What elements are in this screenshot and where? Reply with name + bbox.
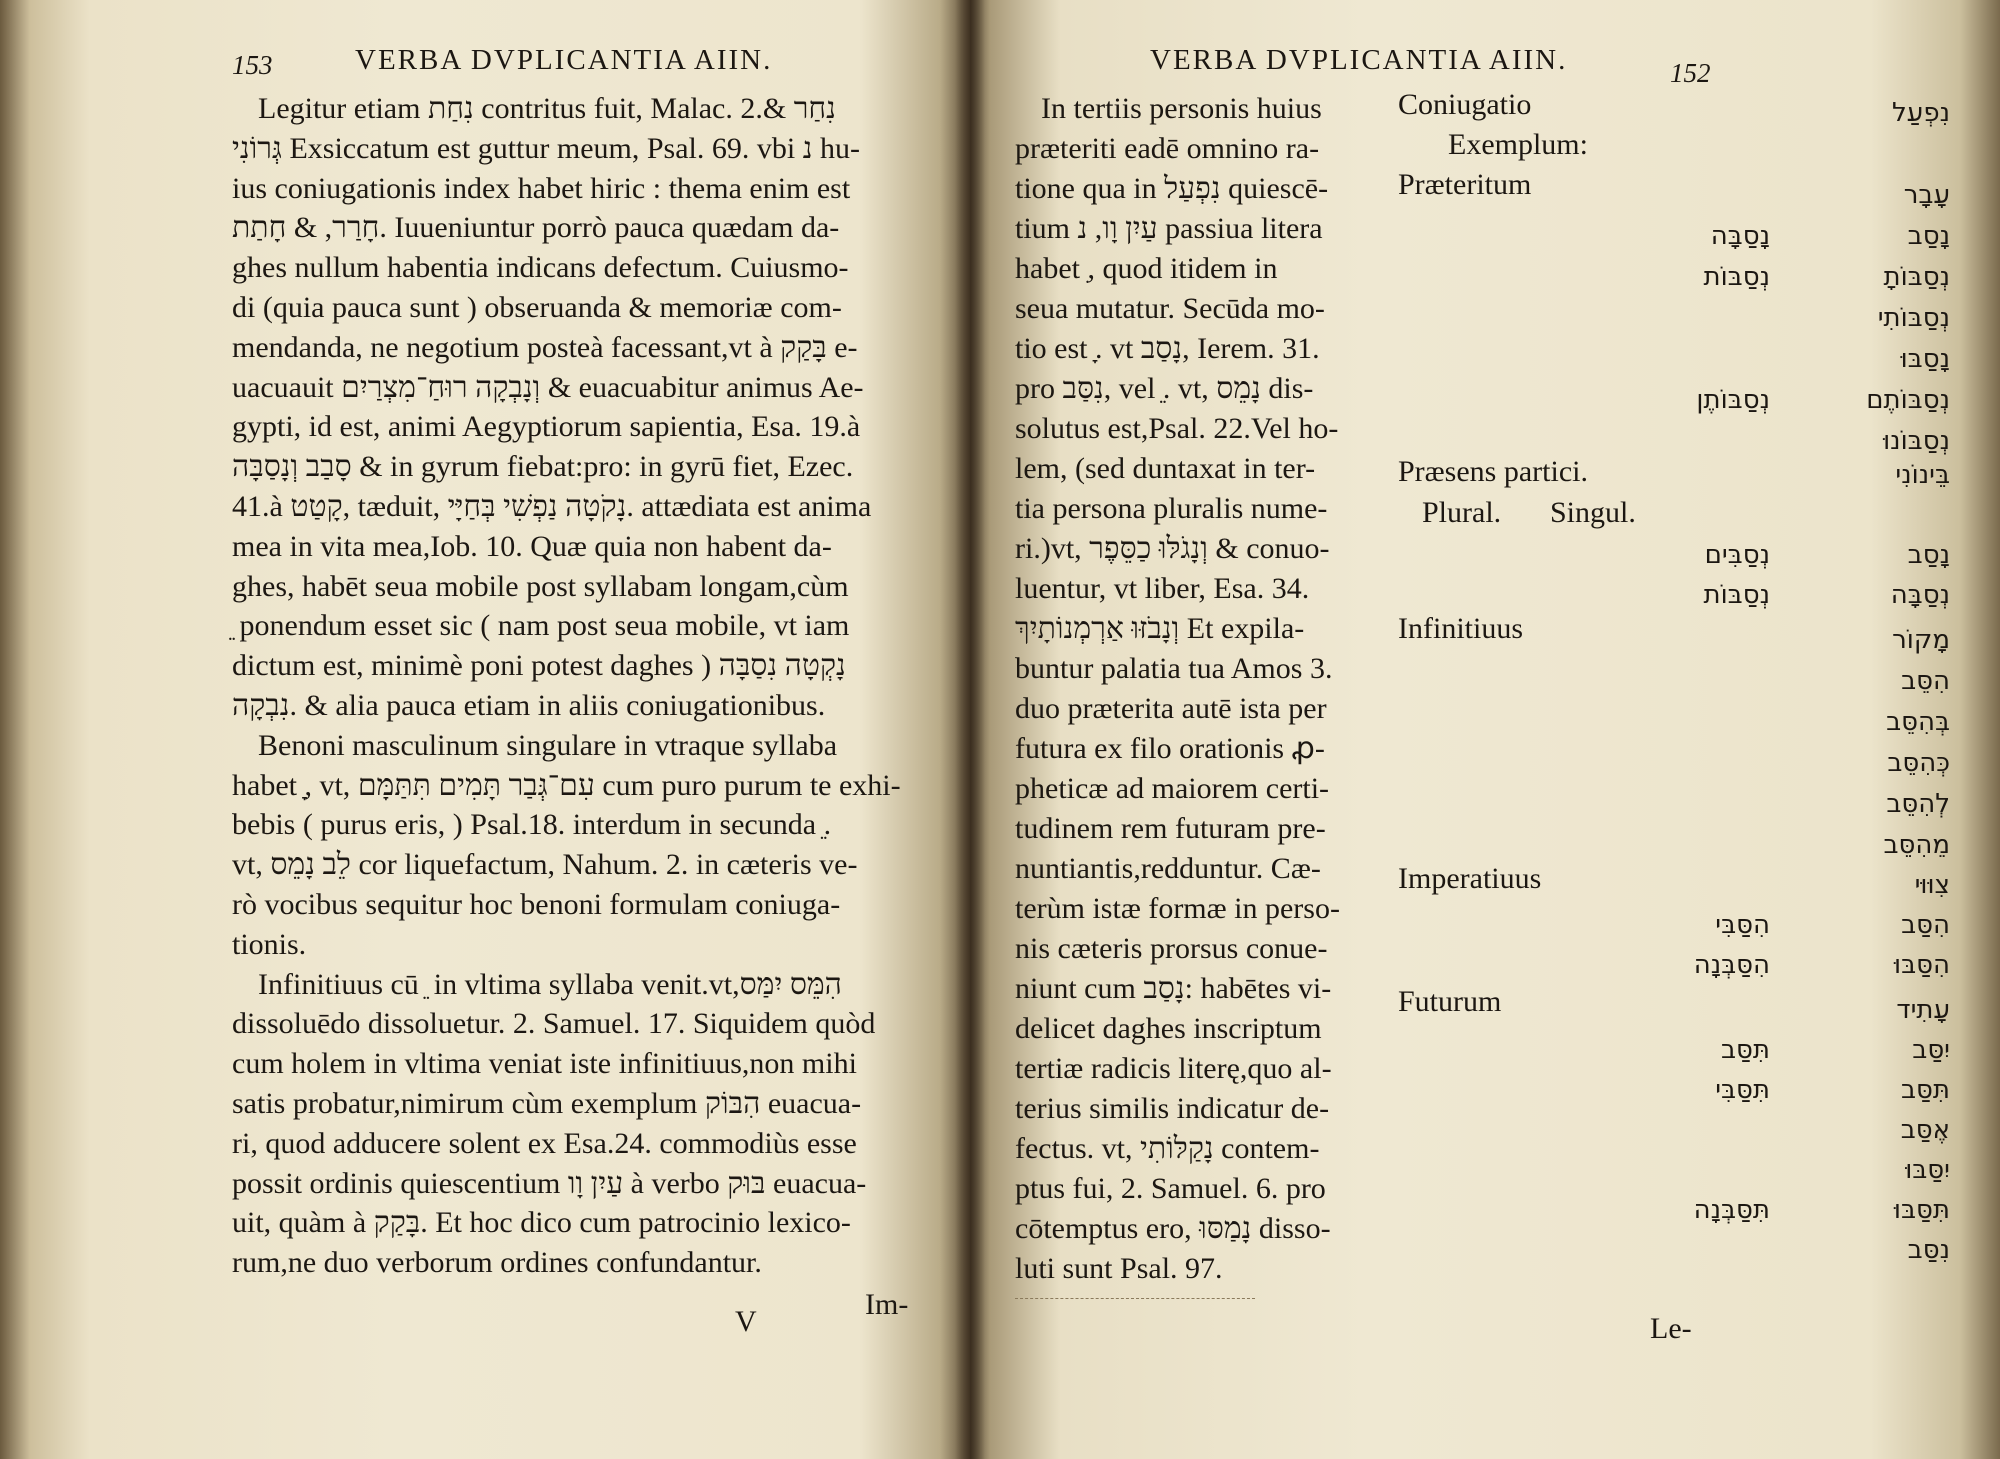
singular-label: Singul. bbox=[1550, 496, 1636, 529]
hebrew-form-alt: תִּסַּבִּי bbox=[1715, 1075, 1770, 1105]
right-body-line: tia persona pluralis nume- bbox=[1015, 492, 1328, 525]
preterite-label: Præteritum bbox=[1398, 168, 1532, 201]
hebrew-form-main: נְסַבָּה bbox=[1890, 580, 1950, 610]
right-body-line: tione qua in נִפְעַל quiescē- bbox=[1015, 172, 1329, 205]
left-body-line: גְּרוֹנִי Exsiccatum est guttur meum, Psal. 69. vbi נ hu- bbox=[232, 131, 860, 165]
right-page bbox=[970, 0, 2000, 1459]
left-body-line: cum holem in vltima veniat iste infinitiuus,non mihi bbox=[232, 1047, 857, 1081]
left-body-line: ghes, habēt seua mobile post syllabam longam,cùm bbox=[232, 569, 849, 603]
hebrew-form-main: נָסַב bbox=[1907, 540, 1950, 570]
right-page-number: 152 bbox=[1670, 58, 1711, 88]
left-body-line: ghes nullum habentia indicans defectum. Cuiusmo- bbox=[232, 251, 849, 285]
right-body-line: seua mutatur. Secūda mo- bbox=[1015, 292, 1325, 325]
right-body-line: buntur palatia tua Amos 3. bbox=[1015, 652, 1333, 685]
hebrew-form-main: הִסֵּב bbox=[1901, 666, 1950, 696]
right-body-line: luentur, vt liber, Esa. 34. bbox=[1015, 572, 1310, 605]
hebrew-form-main: יִסַּבּוּ bbox=[1905, 1155, 1950, 1185]
hebrew-form-main: לְהִסֵּב bbox=[1886, 789, 1950, 819]
left-body-line: satis probatur,nimirum cùm exemplum הִבּוֹק euacua- bbox=[232, 1087, 862, 1120]
left-body-line: rum,ne duo verborum ordines confundantur. bbox=[232, 1246, 762, 1280]
right-body-line: tudinem rem futuram pre- bbox=[1015, 812, 1326, 845]
right-body-line: nis cæteris prorsus conue- bbox=[1015, 932, 1328, 965]
left-body-line: gypti, id est, animi Aegyptiorum sapientia, Esa. 19.à bbox=[232, 410, 861, 444]
left-body-line: mendanda, ne negotium posteà facessant,vt à בָּקַק e- bbox=[232, 330, 858, 364]
hebrew-form-main: נְסַבּוֹתָ bbox=[1883, 262, 1950, 292]
hebrew-form-alt: נְסַבּוֹת bbox=[1703, 580, 1770, 610]
left-body-line: habet ָ, vt, עִם־גְּבַר תָּמִים תִּתַּמָּם cum puro purum te exhi- bbox=[232, 768, 901, 802]
left-page bbox=[0, 0, 970, 1459]
hebrew-form-main: נְסַבּוֹתֶם bbox=[1866, 385, 1950, 415]
hebrew-form-main: נָסַבּוּ bbox=[1900, 344, 1950, 374]
right-body-line: nuntiantis,redduntur. Cæ- bbox=[1015, 852, 1321, 885]
left-page-number: 153 bbox=[232, 50, 273, 80]
left-body-line: tionis. bbox=[232, 927, 307, 961]
left-body-line: סָבַב וְנָסַבָּה & in gyrum fiebat:pro: in gyrū fiet, Ezec. bbox=[232, 450, 854, 484]
right-body-line: niunt cum נָסַב: habētes vi- bbox=[1015, 972, 1332, 1005]
right-body-line: In tertiis personis huius bbox=[1041, 92, 1322, 125]
hebrew-form-alt: תִּסַּב bbox=[1721, 1035, 1770, 1065]
right-body-line: ptus fui, 2. Samuel. 6. pro bbox=[1015, 1172, 1326, 1205]
right-body-line: tium עַיִן וָו, נ passiua litera bbox=[1015, 212, 1323, 245]
hebrew-form-main: מֵהִסֵּב bbox=[1883, 830, 1950, 860]
hebrew-form-main: אֶסַּב bbox=[1900, 1115, 1950, 1145]
right-body-line: futura ex filo orationis ꝓ- bbox=[1015, 732, 1325, 765]
participle-name: בֵּינוֹנִי bbox=[1895, 460, 1950, 490]
hebrew-form-main: צִוּוּי bbox=[1914, 870, 1950, 900]
hebrew-form-alt: נְסַבִּים bbox=[1704, 540, 1770, 570]
right-body-line: pheticæ ad maiorem certi- bbox=[1015, 772, 1330, 805]
right-body-line: solutus est,Psal. 22.Vel ho- bbox=[1015, 412, 1339, 445]
hebrew-form-main: בְּהִסֵּב bbox=[1886, 707, 1950, 737]
hebrew-form-alt: תִּסַּבְּנָה bbox=[1693, 1195, 1770, 1225]
right-body-line: præteriti eadē omnino ra- bbox=[1015, 132, 1320, 165]
hebrew-form-main: תִּסַּבּוּ bbox=[1893, 1195, 1950, 1225]
right-body-line: fectus. vt, נָקַלּוֹתִי contem- bbox=[1015, 1132, 1320, 1165]
left-signature-mark: V bbox=[735, 1305, 757, 1338]
left-body-line: ֵ ponendum esset sic ( nam post seua mobile, vt iam bbox=[232, 609, 850, 643]
imperative-label: Imperatiuus bbox=[1398, 862, 1542, 895]
left-body-line: 41.à קָטַט, tæduit, נָקֹטָה נַפְשִׁי בְּחַיָּי. attædiata est anima bbox=[232, 490, 872, 523]
hebrew-form-main: תִּסַּב bbox=[1901, 1075, 1950, 1105]
right-body-line: וְנָבֹזּוּ אַרְמְנוֹתָיִךְ Et expila- bbox=[1015, 612, 1305, 645]
left-body-line: possit ordinis quiescentium עַיִן וָו à verbo בּוּק euacua- bbox=[232, 1166, 867, 1200]
left-body-line: di (quia pauca sunt ) obseruanda & memoriæ com- bbox=[232, 291, 842, 324]
left-body-line: dissoluēdo dissoluetur. 2. Samuel. 17. Siquidem quòd bbox=[232, 1007, 876, 1041]
right-body-line: habet ִ, quod itidem in bbox=[1015, 252, 1278, 285]
left-body-line: bebis ( purus eris, ) Psal.18. interdum in secunda ֵ. bbox=[232, 808, 832, 842]
infinitive-label: Infinitiuus bbox=[1398, 612, 1523, 645]
right-body-line: luti sunt Psal. 97. bbox=[1015, 1252, 1223, 1285]
hebrew-form-main: עָתִיד bbox=[1896, 995, 1950, 1025]
left-body-line: Benoni masculinum singulare in vtraque syllaba bbox=[258, 728, 838, 762]
right-body-line: ri.)vt, וְנָגֹלּוּ כַסֵּפֶר & conuo- bbox=[1015, 532, 1330, 565]
left-body-line: rò vocibus sequitur hoc benoni formulam coniuga- bbox=[232, 888, 841, 921]
right-body-line: delicet daghes inscriptum bbox=[1015, 1012, 1322, 1045]
right-catchword: Le- bbox=[1650, 1312, 1692, 1345]
right-body-line: cōtemptus ero, נָמַסּוּ disso- bbox=[1015, 1212, 1331, 1245]
left-running-head: VERBA DVPLICANTIA AIIN. bbox=[355, 44, 773, 76]
hebrew-form-alt: נָסַבָּה bbox=[1710, 221, 1770, 251]
right-body-line: pro נִסַּב, vel ֵ. vt, נָמֵס dis- bbox=[1015, 372, 1314, 405]
right-body-line: tio est ָ. vt נָסַב, Ierem. 31. bbox=[1015, 332, 1320, 365]
hebrew-form-alt: נְסַבּוֹתֶן bbox=[1696, 385, 1770, 415]
hebrew-form-main: עָבָר bbox=[1903, 180, 1950, 210]
left-body-line: uacuauit וְנָבְקָה רוּחַ־מִצְרַיִם & euacuabitur animus Ae- bbox=[232, 370, 864, 404]
book-gutter bbox=[955, 0, 985, 1459]
right-body-line: lem, (sed duntaxat in ter- bbox=[1015, 452, 1316, 485]
left-body-line: ri, quod adducere solent ex Esa.24. commodiùs esse bbox=[232, 1126, 857, 1160]
right-body-line: tertiæ radicis literę,quo al- bbox=[1015, 1052, 1332, 1085]
left-body-line: חָרַר, & חָתַת. Iuueniuntur porrò pauca quædam da- bbox=[232, 211, 840, 245]
hebrew-form-main: נְסַבּוֹתִי bbox=[1877, 303, 1950, 333]
example-label: Exemplum: bbox=[1448, 128, 1588, 161]
hebrew-form-main: נְסַבּוֹנוּ bbox=[1883, 426, 1950, 456]
hebrew-form-main: מָקוֹר bbox=[1892, 625, 1950, 655]
right-body-line: terùm istæ formæ in perso- bbox=[1015, 892, 1340, 925]
left-body-line: vt, לֵב נָמֵס cor liquefactum, Nahum. 2. in cæteris ve- bbox=[232, 848, 858, 882]
left-body-line: נִבְקָה. & alia pauca etiam in aliis coniugationibus. bbox=[232, 689, 826, 722]
left-catchword: Im- bbox=[865, 1288, 909, 1321]
conjugation-name: נִפְעַל bbox=[1892, 98, 1950, 128]
right-running-head: VERBA DVPLICANTIA AIIN. bbox=[1150, 44, 1568, 76]
left-body-line: uit, quàm à בָּקַק. Et hoc dico cum patrocinio lexico- bbox=[232, 1206, 851, 1240]
hebrew-form-alt: נְסַבּוֹת bbox=[1703, 262, 1770, 292]
future-label: Futurum bbox=[1398, 985, 1502, 1018]
hebrew-form-main: הִסַּב bbox=[1901, 910, 1950, 940]
left-body-line: Infinitiuus cū ֵ in vltima syllaba venit.vt,הִמֵּס יִמַּס bbox=[258, 967, 842, 1001]
hebrew-form-alt: הִסַּבִּי bbox=[1715, 910, 1770, 940]
hebrew-form-alt: הִסַּבְּנָה bbox=[1693, 950, 1770, 980]
participle-label: Præsens partici. bbox=[1398, 455, 1588, 488]
right-body-line: duo præterita autē ista per bbox=[1015, 692, 1327, 725]
left-body-line: dictum est, minimè poni potest daghes ) נָקְטָה נִסַבָּה bbox=[232, 649, 846, 683]
right-body-line: terius similis indicatur de- bbox=[1015, 1092, 1330, 1125]
hebrew-form-main: הִסַּבּוּ bbox=[1894, 950, 1950, 980]
hebrew-form-main: כְּהִסֵּב bbox=[1887, 748, 1950, 778]
hebrew-form-main: נָסַב bbox=[1907, 221, 1950, 251]
hebrew-form-main: יִסַּב bbox=[1912, 1035, 1950, 1065]
left-body-line: Legitur etiam נִחַת contritus fuit, Malac. 2.& נִחַר bbox=[258, 92, 836, 125]
left-body-line: ius coniugationis index habet hiric : thema enim est bbox=[232, 171, 851, 205]
bottom-rule bbox=[1015, 1298, 1255, 1299]
plural-label: Plural. bbox=[1422, 496, 1502, 529]
hebrew-form-main: נִסַּב bbox=[1907, 1235, 1950, 1265]
conjugation-label: Coniugatio bbox=[1398, 88, 1532, 121]
left-body-line: mea in vita mea,Iob. 10. Quæ quia non habent da- bbox=[232, 529, 832, 563]
